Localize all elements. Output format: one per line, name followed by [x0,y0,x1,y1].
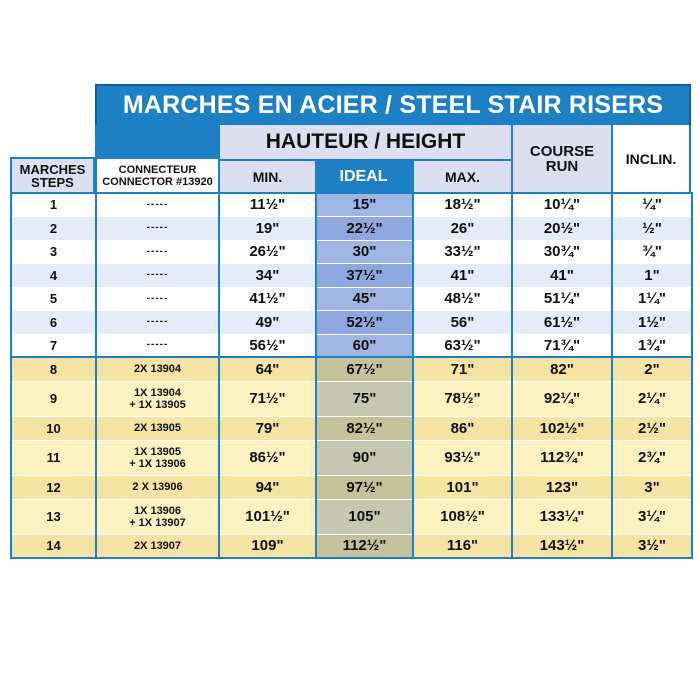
max-cell: 71" [413,357,512,381]
connector-header [95,159,218,192]
connector-line: + 1X 13907 [129,516,186,529]
max-cell: 56" [413,310,512,334]
run-cell: 10¼" [512,193,612,216]
table-title: MARCHES EN ACIER / STEEL STAIR RISERS [95,84,691,125]
title-underband [95,125,218,159]
min-cell: 34" [219,263,316,287]
ideal-cell: 15" [316,193,413,216]
steps-cell: 7 [11,334,96,357]
connector-line: 1X 13904 [133,386,182,399]
steps-cell: 2 [11,216,96,240]
connector-cell [96,416,219,440]
connector-line: ----- [146,292,169,304]
max-cell: 41" [413,263,512,287]
connector-line: ----- [146,269,169,280]
connector-line: 2X 13904 [133,363,182,376]
min-cell: 79" [219,416,316,440]
inclin-cell: 1" [612,263,692,287]
run-cell: 51¼" [512,287,612,310]
run-cell: 30¾" [512,240,612,263]
height-group-header: HAUTEUR / HEIGHT [218,125,511,159]
inclin-cell: 1½" [612,310,692,334]
table-row [11,440,692,475]
steps-header-line2: STEPS [31,174,74,190]
min-cell: 41½" [219,287,316,310]
connector-cell [96,216,219,240]
table-row [11,357,692,381]
inclin-cell: 2¼" [612,381,692,416]
table-row [11,216,692,240]
run-cell: 61½" [512,310,612,334]
ideal-cell: 97½" [316,475,413,499]
run-cell: 143½" [512,534,612,558]
steps-cell: 11 [11,440,96,475]
ideal-cell: 60" [316,334,413,357]
course-header-line1: COURSE [529,142,595,160]
connector-cell [96,534,219,558]
steps-cell: 13 [11,499,96,534]
run-cell: 20½" [512,216,612,240]
connector-line: ----- [146,245,169,257]
min-cell: 49" [219,310,316,334]
ideal-cell: 90" [316,440,413,475]
run-cell: 92¼" [512,381,612,416]
steps-cell: 5 [11,287,96,310]
table-row [11,381,692,416]
max-cell: 78½" [413,381,512,416]
risers-table-body [11,193,692,558]
connector-cell [96,240,219,263]
connector-cell [96,381,219,416]
connector-line: ----- [146,198,169,210]
min-cell: 26½" [219,240,316,263]
risers-table [10,192,693,559]
inclin-cell: 2" [612,357,692,381]
table-row [11,534,692,558]
inclin-cell: 2¾" [612,440,692,475]
steps-cell: 10 [11,416,96,440]
min-header: MIN. [218,159,315,192]
run-cell: 41" [512,263,612,287]
table-row [11,287,692,310]
connector-header-line1: CONNECTEUR [118,163,197,176]
min-cell: 101½" [219,499,316,534]
max-cell: 26" [413,216,512,240]
steps-cell: 8 [11,357,96,381]
ideal-cell: 37½" [316,263,413,287]
min-cell: 94" [219,475,316,499]
table-row [11,310,692,334]
connector-line: 2X 13907 [133,539,182,552]
inclin-cell: ¼" [612,193,692,216]
connector-cell [96,193,219,216]
max-cell: 33½" [413,240,512,263]
course-run-header [511,125,611,192]
table-row [11,416,692,440]
ideal-cell: 22½" [316,216,413,240]
steps-cell: 9 [11,381,96,416]
run-cell: 112¾" [512,440,612,475]
steps-cell: 6 [11,310,96,334]
max-cell: 86" [413,416,512,440]
table-row [11,240,692,263]
connector-line: 2 X 13906 [132,481,183,493]
ideal-header: IDEAL [315,159,412,192]
run-cell: 133¼" [512,499,612,534]
steps-header [10,157,95,192]
min-cell: 71½" [219,381,316,416]
inclin-cell: 3½" [612,534,692,558]
min-cell: 11½" [219,193,316,216]
table-row [11,334,692,357]
min-cell: 86½" [219,440,316,475]
max-cell: 63½" [413,334,512,357]
max-cell: 108½" [413,499,512,534]
inclin-header: INCLIN. [611,125,691,192]
inclin-cell: 3¼" [612,499,692,534]
steps-cell: 3 [11,240,96,263]
min-cell: 19" [219,216,316,240]
inclin-cell: 3" [612,475,692,499]
table-row [11,475,692,499]
max-cell: 116" [413,534,512,558]
connector-cell [96,357,219,381]
ideal-cell: 30" [316,240,413,263]
connector-line: ----- [146,222,169,233]
run-cell: 71¾" [512,334,612,357]
connector-cell [96,287,219,310]
connector-line: 2X 13905 [133,422,182,434]
max-cell: 18½" [413,193,512,216]
ideal-cell: 112½" [316,534,413,558]
connector-line: 1X 13905 [133,445,182,458]
min-cell: 109" [219,534,316,558]
connector-line: ----- [146,316,169,327]
connector-cell [96,499,219,534]
connector-header-line2: CONNECTOR #13920 [102,175,213,188]
ideal-cell: 67½" [316,357,413,381]
inclin-cell: 1¼" [612,287,692,310]
steps-header-line1: MARCHES [19,161,86,177]
inclin-cell: 2½" [612,416,692,440]
min-cell: 56½" [219,334,316,357]
inclin-cell: 1¾" [612,334,692,357]
connector-line: + 1X 13905 [129,398,186,411]
connector-cell [96,334,219,357]
steps-cell: 12 [11,475,96,499]
course-header-line2: RUN [545,157,579,175]
ideal-cell: 52½" [316,310,413,334]
ideal-cell: 45" [316,287,413,310]
connector-line: 1X 13906 [133,504,182,517]
run-cell: 82" [512,357,612,381]
connector-cell [96,440,219,475]
connector-line: ----- [146,339,169,351]
max-header: MAX. [412,159,511,192]
table-row [11,193,692,216]
inclin-cell: ½" [612,216,692,240]
connector-cell [96,263,219,287]
connector-line: + 1X 13906 [129,457,186,470]
run-cell: 123" [512,475,612,499]
ideal-cell: 75" [316,381,413,416]
run-cell: 102½" [512,416,612,440]
max-cell: 101" [413,475,512,499]
table-row [11,499,692,534]
table-row [11,263,692,287]
inclin-cell: ¾" [612,240,692,263]
steps-cell: 4 [11,263,96,287]
connector-cell [96,310,219,334]
steps-cell: 14 [11,534,96,558]
min-cell: 64" [219,357,316,381]
ideal-cell: 105" [316,499,413,534]
steps-cell: 1 [11,193,96,216]
connector-cell [96,475,219,499]
max-cell: 48½" [413,287,512,310]
ideal-cell: 82½" [316,416,413,440]
max-cell: 93½" [413,440,512,475]
